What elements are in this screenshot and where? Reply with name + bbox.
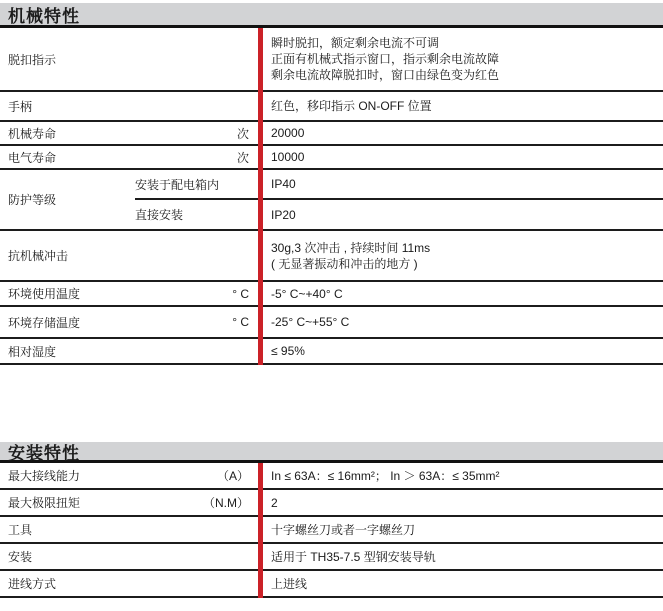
red-divider-line xyxy=(258,28,263,365)
row-value-cell xyxy=(258,307,663,337)
table-row-max-wiring-capacity xyxy=(0,463,663,490)
row-value-cell xyxy=(258,200,663,229)
sub-row-direct-mount xyxy=(135,200,663,229)
sub-label: 安装于配电箱内 xyxy=(135,177,220,192)
row-label-cell xyxy=(0,544,258,569)
row-label-cell xyxy=(0,146,258,168)
row-label: 相对湿度 xyxy=(8,344,57,359)
row-value-cell xyxy=(258,490,663,515)
row-value-line: 十字螺丝刀或者一字螺丝刀 xyxy=(271,522,416,537)
table-row-tools xyxy=(0,517,663,544)
row-value-line: ≤ 95% xyxy=(271,344,305,358)
row-value-cell xyxy=(258,146,663,168)
row-label: 电气寿命 xyxy=(8,150,57,165)
table-row-mounting xyxy=(0,544,663,571)
row-value-line: ( 无显著振动和冲击的地方 ) xyxy=(271,256,418,271)
row-label-cell xyxy=(0,170,135,229)
sub-label-cell xyxy=(135,200,258,229)
row-label-cell xyxy=(0,571,258,596)
row-value-cell xyxy=(258,544,663,569)
row-value-cell xyxy=(258,28,663,90)
protection-grade-sub-rows xyxy=(135,170,663,229)
installation-characteristics-table xyxy=(0,442,663,598)
row-value-line: 瞬时脱扣，额定剩余电流不可调 xyxy=(271,36,440,50)
row-value-line: IP40 xyxy=(271,177,296,191)
row-unit: ° C xyxy=(232,286,249,301)
table-row-storage-temperature xyxy=(0,307,663,339)
row-label-cell xyxy=(0,231,258,280)
row-unit: 次 xyxy=(236,150,249,165)
row-label: 抗机械冲击 xyxy=(8,249,69,263)
row-label-cell xyxy=(0,463,258,488)
row-label: 最大接线能力 xyxy=(8,469,81,483)
row-label-cell xyxy=(0,282,258,305)
row-value-line: 10000 xyxy=(271,150,305,164)
row-label: 进线方式 xyxy=(8,577,57,591)
row-unit: （A） xyxy=(216,469,249,483)
section-title-text: 机械特性 xyxy=(8,6,80,26)
row-unit: （N.M） xyxy=(203,496,249,510)
row-label-cell xyxy=(0,122,258,144)
section-title-installation xyxy=(0,442,663,463)
section-title-text: 安装特性 xyxy=(8,443,80,463)
row-value-line: In ≤ 63A：≤ 16mm²； In ＞ 63A：≤ 35mm² xyxy=(271,468,500,483)
row-label: 环境使用温度 xyxy=(8,287,81,301)
row-label: 机械寿命 xyxy=(8,126,57,141)
sub-label: 直接安装 xyxy=(135,208,184,222)
row-label-cell xyxy=(0,490,258,515)
row-label: 安装 xyxy=(8,550,33,564)
row-label: 防护等级 xyxy=(8,193,57,207)
row-value-line: 正面有机械式指示窗口，指示剩余电流故障 xyxy=(271,52,500,66)
table-row-electrical-life xyxy=(0,146,663,170)
section-title-mechanical xyxy=(0,3,663,28)
mechanical-characteristics-table xyxy=(0,3,663,365)
row-value-line: 2 xyxy=(271,495,278,510)
row-value-cell xyxy=(258,231,663,280)
sub-row-in-box xyxy=(135,170,663,200)
row-label-cell xyxy=(0,339,258,363)
table-row-max-torque xyxy=(0,490,663,517)
row-unit: 次 xyxy=(236,126,249,141)
row-label-cell xyxy=(0,28,258,90)
row-value-line: IP20 xyxy=(271,207,296,222)
row-value-line: 20000 xyxy=(271,126,305,140)
mechanical-table-body xyxy=(0,28,663,365)
table-row-relative-humidity xyxy=(0,339,663,365)
row-label: 脱扣指示 xyxy=(8,52,57,67)
table-row-shock-resistance xyxy=(0,231,663,282)
table-row-handle xyxy=(0,92,663,122)
row-label-cell xyxy=(0,517,258,542)
row-value-cell xyxy=(258,339,663,363)
red-divider-line xyxy=(258,463,263,598)
table-row-wire-entry xyxy=(0,571,663,598)
row-label-cell xyxy=(0,92,258,120)
row-label-cell xyxy=(0,307,258,337)
row-value-line: -25° C~+55° C xyxy=(271,315,350,329)
row-value-cell xyxy=(258,517,663,542)
table-row-protection-grade xyxy=(0,170,663,231)
row-value-line: 红色，移印指示 ON-OFF 位置 xyxy=(271,99,432,113)
row-label: 最大极限扭矩 xyxy=(8,496,81,510)
row-label: 手柄 xyxy=(8,99,33,114)
section-spacer xyxy=(0,365,663,442)
row-value-cell xyxy=(258,170,663,198)
row-value-cell xyxy=(258,122,663,144)
row-label: 工具 xyxy=(8,523,33,537)
row-value-line: 适用于 TH35-7.5 型钢安装导轨 xyxy=(271,549,436,564)
row-value-line: 30g,3 次冲击 , 持续时间 11ms xyxy=(271,240,431,255)
table-row-trip-indication xyxy=(0,28,663,92)
row-label: 环境存储温度 xyxy=(8,315,81,330)
table-row-operating-temperature xyxy=(0,282,663,307)
installation-table-body xyxy=(0,463,663,598)
sub-label-cell xyxy=(135,170,258,198)
row-value-cell xyxy=(258,282,663,305)
row-value-cell xyxy=(258,92,663,120)
row-value-cell xyxy=(258,571,663,596)
table-row-mechanical-life xyxy=(0,122,663,146)
row-value-line: -5° C~+40° C xyxy=(271,286,343,301)
row-value-line: 剩余电流故障脱扣时，窗口由绿色变为红色 xyxy=(271,68,500,82)
row-unit: ° C xyxy=(232,315,249,329)
row-value-line: 上进线 xyxy=(271,576,308,591)
row-value-cell xyxy=(258,463,663,488)
